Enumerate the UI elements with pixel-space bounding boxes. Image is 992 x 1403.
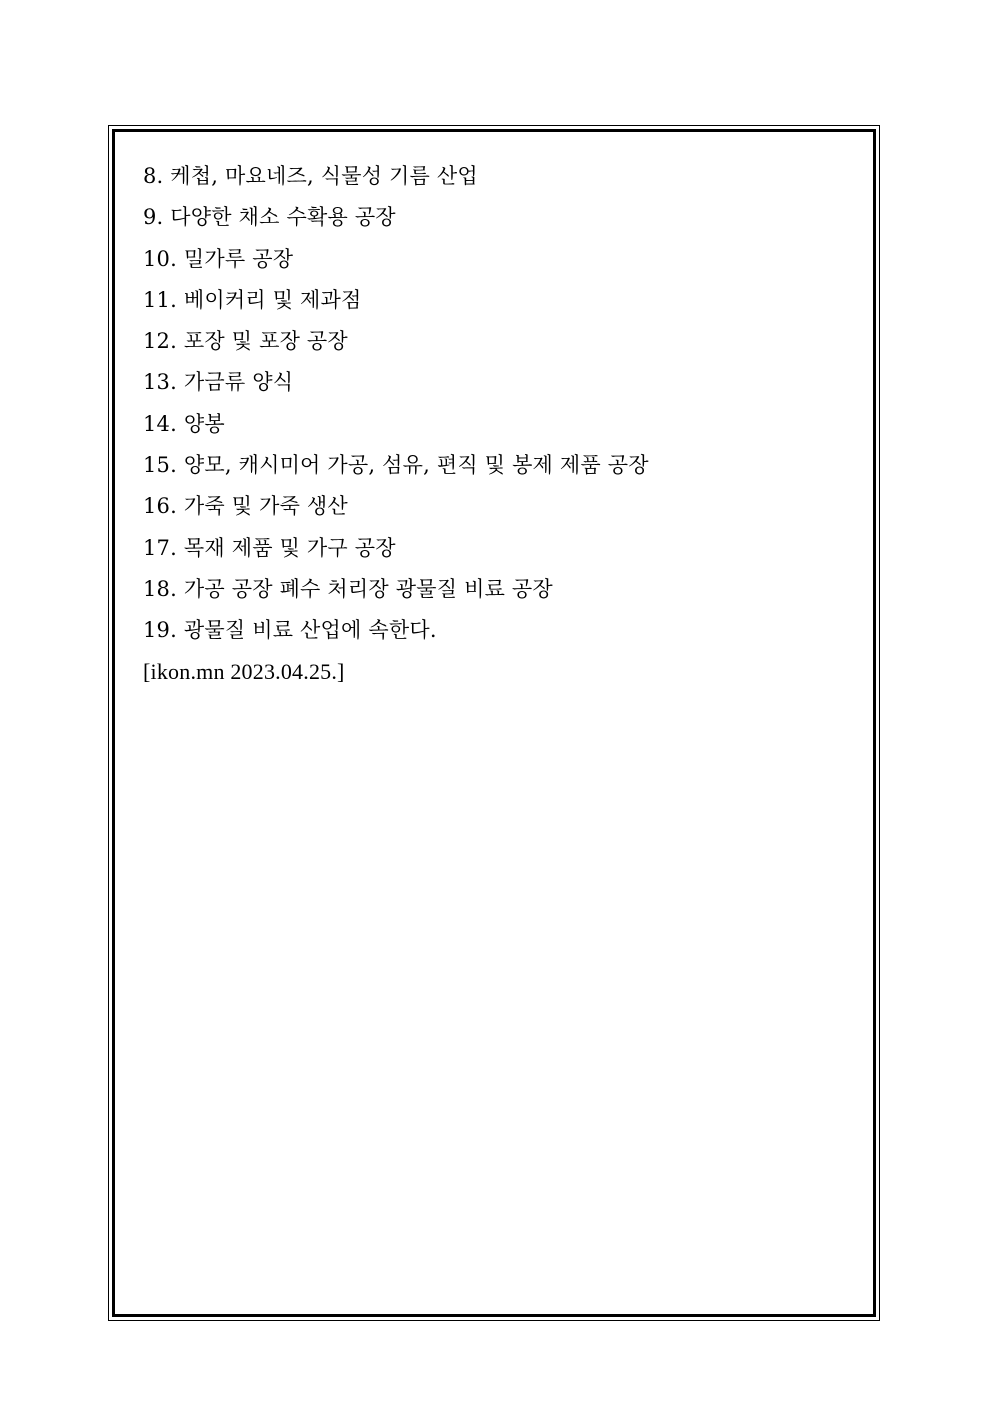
list-item: 19. 광물질 비료 산업에 속한다.	[143, 618, 437, 643]
list-item: 11. 베이커리 및 제과점	[143, 287, 362, 312]
list-item: 13. 가금류 양식	[143, 370, 294, 395]
list-item: 17. 목재 제품 및 가구 공장	[143, 535, 396, 560]
list-item: 14. 양봉	[143, 411, 225, 436]
list-item: 15. 양모, 캐시미어 가공, 섬유, 편직 및 봉제 제품 공장	[143, 453, 649, 478]
list-item: 9. 다양한 채소 수확용 공장	[143, 205, 396, 230]
list-item: 8. 케첩, 마요네즈, 식물성 기름 산업	[143, 164, 478, 188]
list-item: 18. 가공 공장 폐수 처리장 광물질 비료 공장	[143, 576, 553, 601]
list-item: 10. 밀가루 공장	[143, 246, 294, 271]
list-item: 16. 가죽 및 가죽 생산	[143, 494, 348, 519]
source-citation: [ikon.mn 2023.04.25.]	[143, 658, 345, 684]
list-item: 12. 포장 및 포장 공장	[143, 329, 348, 354]
document-body	[143, 158, 863, 695]
